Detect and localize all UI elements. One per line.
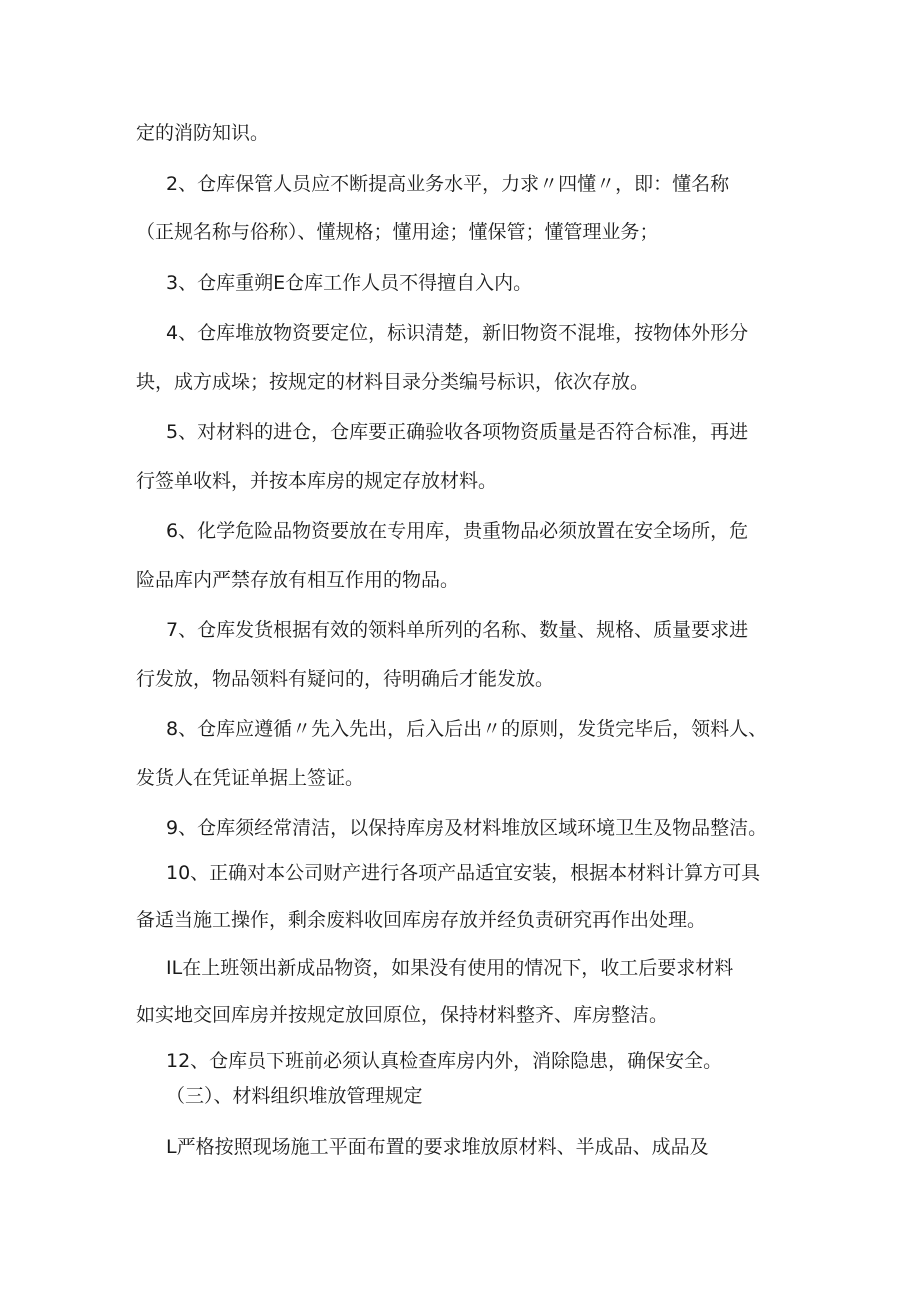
text-line: 5、对材料的进仓，仓库要正确验收各项物资质量是否符合标准，再进 bbox=[166, 421, 749, 443]
text-line: 10、正确对本公司财产进行各项产品适宜安装，根据本材料计算方可具 bbox=[166, 862, 761, 884]
text-line: 发货人在凭证单据上签证。 bbox=[136, 767, 365, 789]
text-line: 定的消防知识。 bbox=[136, 122, 270, 144]
text-line: 险品库内严禁存放有相互作用的物品。 bbox=[136, 569, 460, 591]
text-line: IL在上班领出新成品物资，如果没有使用的情况下，收工后要求材料 bbox=[166, 957, 734, 979]
text-line: 行发放，物品领料有疑问的，待明确后才能发放。 bbox=[136, 668, 555, 690]
text-line: 6、化学危险品物资要放在专用库，贵重物品必须放置在安全场所，危 bbox=[166, 520, 749, 542]
text-line: 备适当施工操作，剩余废料收回库房存放并经负责研究再作出处理。 bbox=[136, 909, 707, 931]
text-line: 行签单收料，并按本库房的规定存放材料。 bbox=[136, 470, 498, 492]
text-line: 2、仓库保管人员应不断提高业务水平，力求〃四懂〃，即：懂名称 bbox=[166, 173, 730, 195]
text-line: L严格按照现场施工平面布置的要求堆放原材料、半成品、成品及 bbox=[166, 1136, 709, 1158]
text-line: 块，成方成垛；按规定的材料目录分类编号标识，依次存放。 bbox=[136, 371, 650, 393]
text-line: 12、仓库员下班前必须认真检查库房内外，消除隐患，确保安全。 bbox=[166, 1050, 723, 1072]
text-line: 8、仓库应遵循〃先入先出，后入后出〃的原则，发货完毕后，领料人、 bbox=[166, 718, 768, 740]
text-line: 7、仓库发货根据有效的领料单所列的名称、数量、规格、质量要求进 bbox=[166, 619, 749, 641]
text-line: 如实地交回库房并按规定放回原位，保持材料整齐、库房整洁。 bbox=[136, 1004, 669, 1026]
section-heading: （三）、材料组织堆放管理规定 bbox=[166, 1085, 423, 1107]
text-line: 4、仓库堆放物资要定位，标识清楚，新旧物资不混堆，按物体外形分 bbox=[166, 322, 749, 344]
text-line: 9、仓库须经常清洁，以保持库房及材料堆放区域环境卫生及物品整洁。 bbox=[166, 817, 768, 839]
text-line: （正规名称与俗称）、懂规格；懂用途；懂保管；懂管理业务； bbox=[136, 221, 659, 243]
text-line: 3、仓库重朔E仓库工作人员不得擅自入内。 bbox=[166, 272, 533, 294]
